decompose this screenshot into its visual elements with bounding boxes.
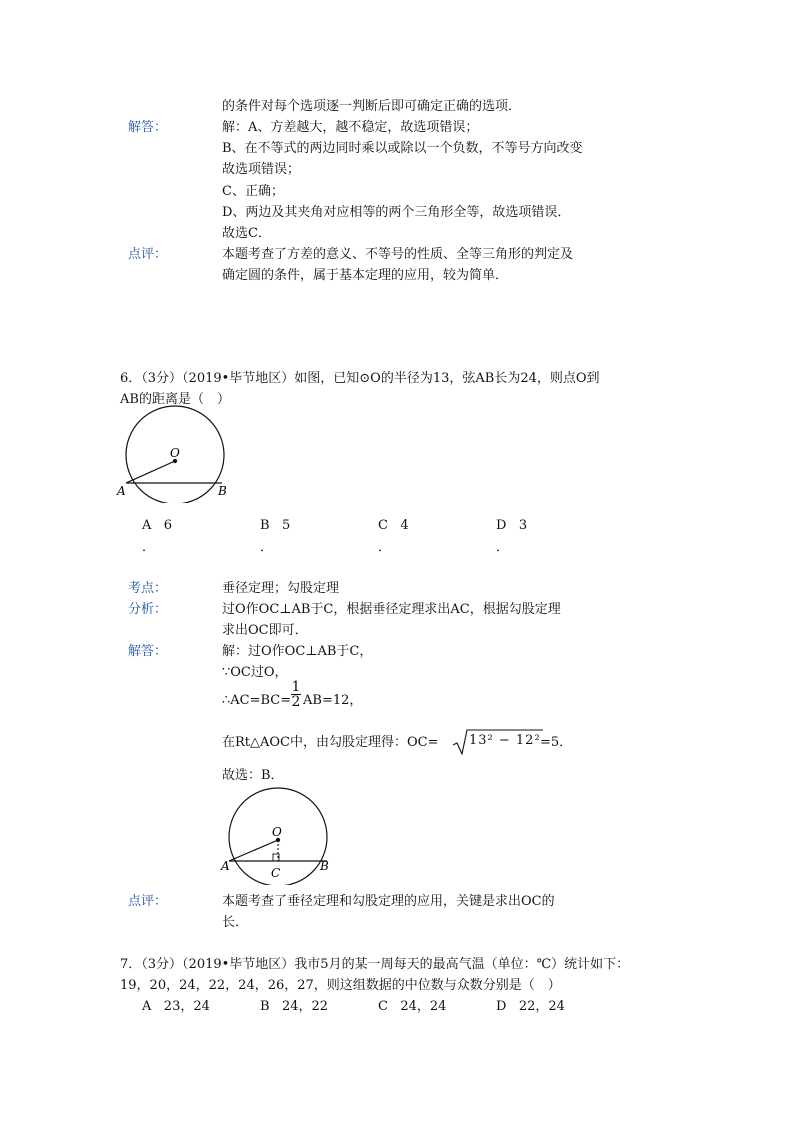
q6-jieda-line-2: ∵OC过O， <box>222 665 288 680</box>
q7-choice-d: D 22，24 <box>496 999 565 1014</box>
prev-comment-line-2: 确定圆的条件，属于基本定理的应用，较为简单． <box>222 268 509 283</box>
q6-choice-b-dot: ． <box>260 540 274 555</box>
q6-jieda-line-3-pre: ∴AC=BC= <box>222 693 292 708</box>
q6-choice-a-dot: ． <box>142 540 156 555</box>
q6-kaodian-label: 考点： <box>128 581 168 596</box>
q6-fenxi-line-1: 过O作OC⊥AB于C，根据垂径定理求出AC，根据勾股定理 <box>222 602 561 617</box>
prev-answer-line-1: 解：A、方差越大，越不稳定，故选项错误； <box>222 120 479 135</box>
q6-choice-d: D 3 <box>496 518 528 533</box>
q6-comment-label: 点评： <box>128 894 168 909</box>
label-o: O <box>170 446 180 460</box>
prev-answer-label: 解答： <box>128 120 168 135</box>
label-a: A <box>117 484 126 498</box>
q7-choice-c: C 24，24 <box>378 999 447 1014</box>
label-b: B <box>320 859 329 873</box>
fraction-denominator: 2 <box>291 694 301 710</box>
prev-analysis-continuation: 的条件对每个选项逐一判断后即可确定正确的选项． <box>222 99 522 114</box>
prev-answer-line-5: D、两边及其夹角对应相等的两个三角形全等，故选项错误． <box>222 205 571 220</box>
label-a: A <box>221 859 230 873</box>
fraction-one-half <box>291 680 301 709</box>
label-b: B <box>218 484 227 498</box>
q6-choice-b: B 5 <box>260 518 291 533</box>
q6-choice-c-dot: ． <box>378 540 392 555</box>
prev-answer-line-2: B、在不等式的两边同时乘以或除以一个负数，不等号方向改变 <box>222 141 583 156</box>
q7-stem-line-2: 19，20，24，22，24，26，27，则这组数据的中位数与众数分别是（ ） <box>120 978 561 993</box>
q7-choice-b: B 24，22 <box>260 999 329 1014</box>
radius-oa <box>126 461 175 483</box>
radius-oa <box>229 840 278 861</box>
q7-choice-a: A 23，24 <box>142 999 210 1014</box>
q6-fenxi-label: 分析： <box>128 602 168 617</box>
q6-kaodian-text: 垂径定理；勾股定理 <box>222 581 340 596</box>
q6-jieda-label: 解答： <box>128 644 168 659</box>
q6-comment-line-2: 长． <box>222 915 249 930</box>
q6-comment-line-1: 本题考查了垂径定理和勾股定理的应用，关键是求出OC的 <box>222 894 555 909</box>
q6-stem-line-2: AB的距离是（ ） <box>120 392 230 407</box>
label-o: O <box>272 825 282 839</box>
q7-stem-line-1: 7．（3分）（2019•毕节地区）我市5月的某一周每天的最高气温（单位：℃）统计如下： <box>120 957 630 972</box>
q6-fenxi-line-2: 求出OC即可． <box>222 623 308 638</box>
q6-jieda-line-3-post: AB=12， <box>303 693 363 708</box>
label-c: C <box>271 866 281 880</box>
sqrt-radicand: 13² − 12² <box>469 733 541 748</box>
q6-solution-figure <box>216 787 340 885</box>
prev-answer-line-4: C、正确； <box>222 184 284 199</box>
fraction-numerator: 1 <box>291 679 301 695</box>
q6-choice-c: C 4 <box>378 518 409 533</box>
prev-comment-label: 点评： <box>128 247 168 262</box>
q6-jieda-line-1: 解：过O作OC⊥AB于C， <box>222 644 373 659</box>
prev-answer-line-3: 故选项错误； <box>222 162 301 177</box>
prev-comment-line-1: 本题考查了方差的意义、不等号的性质、全等三角形的判定及 <box>222 247 574 262</box>
q6-jieda-line-4-pre: 在Rt△AOC中，由勾股定理得：OC= <box>222 735 439 750</box>
q6-choice-a: A 6 <box>142 518 173 533</box>
q6-figure-circle <box>112 405 237 503</box>
q6-jieda-line-4-post: =5． <box>540 735 573 750</box>
prev-answer-line-6: 故选C． <box>222 226 271 241</box>
q6-choice-d-dot: ． <box>496 540 510 555</box>
q6-stem-line-1: 6．（3分）（2019•毕节地区）如图，已知⊙O的半径为13，弦AB长为24，则点O到 <box>120 371 600 386</box>
q6-jieda-line-5: 故选：B． <box>222 768 284 783</box>
